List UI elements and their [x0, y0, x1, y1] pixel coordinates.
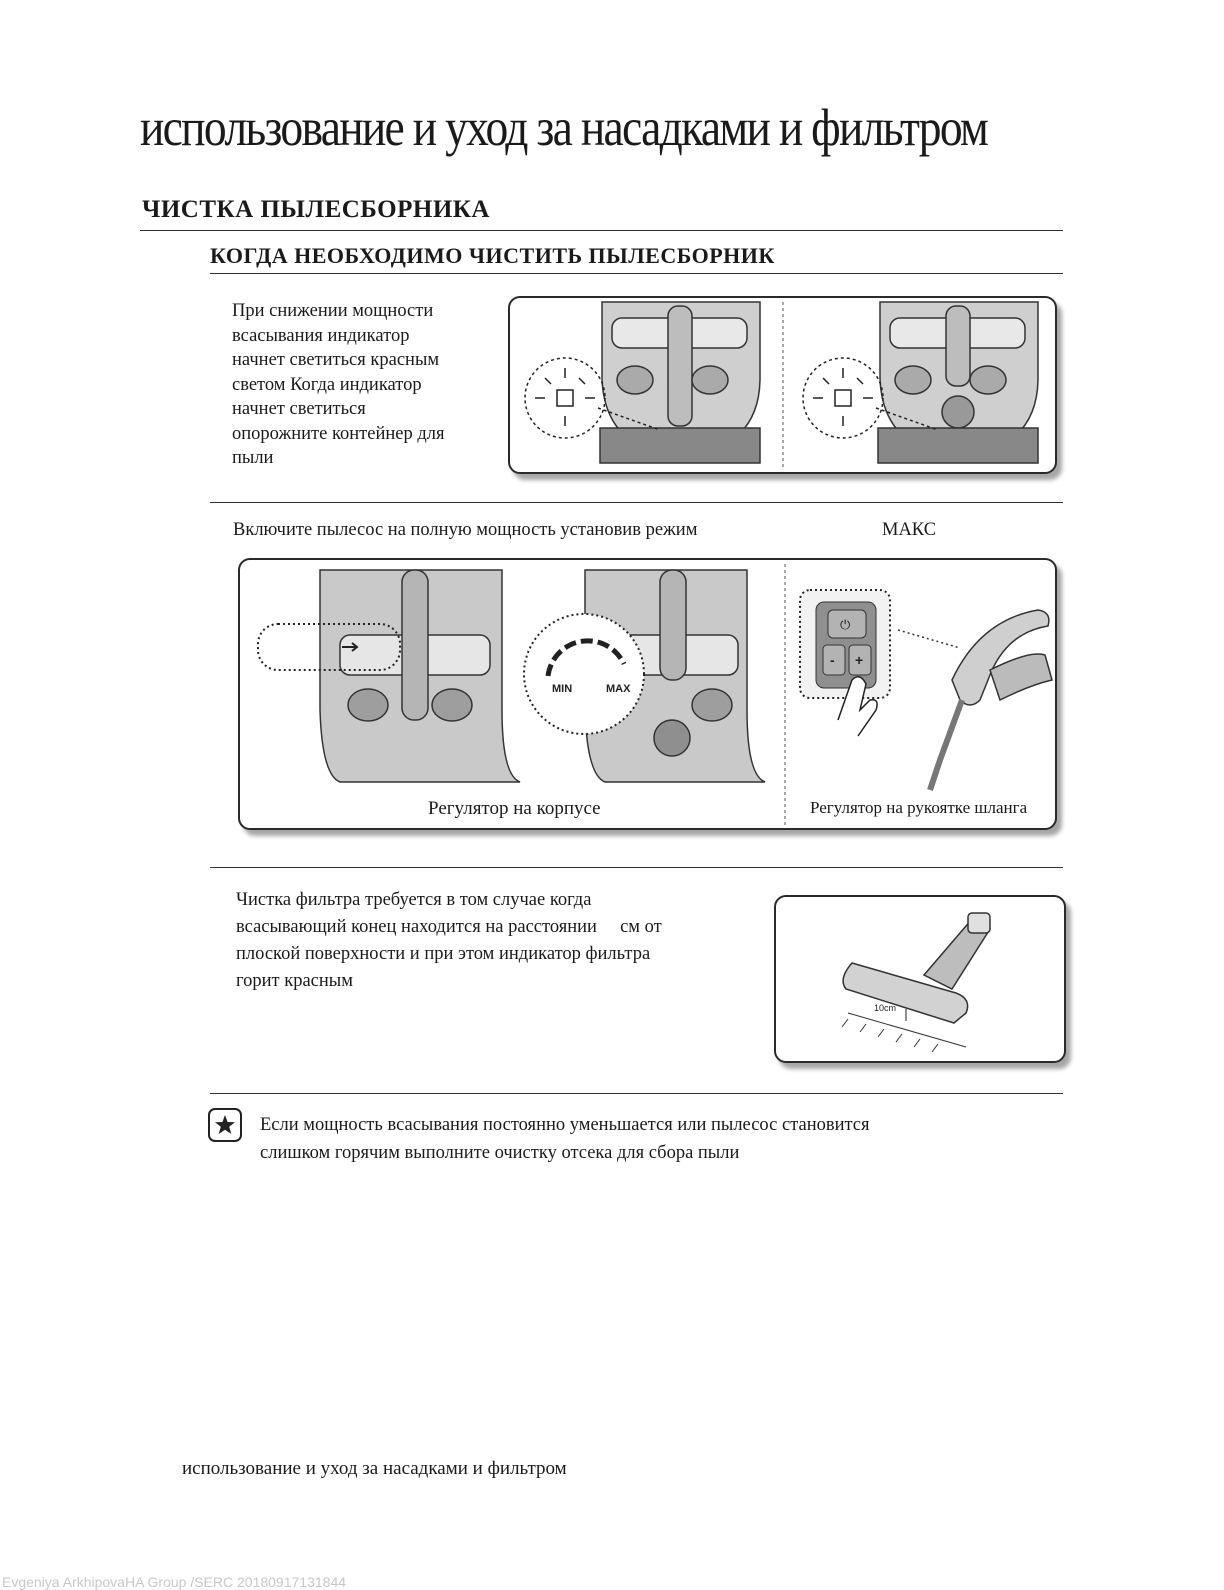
step3-text [236, 887, 766, 995]
distance-label: 10cm [874, 1003, 897, 1013]
section-rule [140, 230, 1063, 231]
step1-line: опорожните контейнер для [232, 423, 445, 444]
nozzle-distance-panel [774, 895, 1066, 1063]
step-divider [210, 502, 1063, 503]
minus-icon: - [830, 652, 835, 668]
power-icon: ⏻ [840, 617, 851, 632]
note-line: слишком горячим выполните очистку отсека для сбора пыли [260, 1143, 740, 1163]
dial-max-label: MAX [606, 683, 631, 695]
step-divider [210, 867, 1063, 868]
vacuum-indicator-illustration [510, 298, 1055, 472]
step1-line: пыли [232, 448, 274, 468]
step1-text [232, 299, 502, 471]
dial-min-label: MIN [552, 683, 573, 695]
step3-line: плоской поверхности и при этом индикатор фильтра [236, 944, 651, 964]
indicator-illustration-panel [508, 296, 1057, 474]
plus-icon: + [855, 652, 864, 668]
subsection-title: КОГДА НЕОБХОДИМО ЧИСТИТЬ ПЫЛЕСБОРНИК [210, 243, 775, 268]
floor-nozzle-icon [843, 913, 990, 1023]
step-divider [210, 1093, 1063, 1094]
note-star-icon [208, 1108, 242, 1142]
step3-line: Чистка фильтра требуется в том случае когда [236, 890, 592, 910]
power-regulator-panel [238, 558, 1057, 830]
step1-line: светом Когда индикатор [232, 374, 422, 395]
step1-line: начнет светиться [232, 399, 366, 419]
subsection-rule [210, 273, 1063, 274]
step1-line: всасывания индикатор [232, 325, 410, 346]
section-title: ЧИСТКА ПЫЛЕСБОРНИКА [142, 196, 490, 223]
vacuum-body-front-1 [320, 570, 520, 782]
step1-line: начнет светиться красным [232, 350, 440, 370]
page-footer: использование и уход за насадками и фильтром [182, 1458, 567, 1479]
power-regulator-illustration [240, 560, 1055, 828]
hose-handle-icon [898, 610, 1052, 790]
page-title: использование и уход за насадками и фильтром [140, 99, 988, 157]
step3-line: всасывающий конец находится на расстоянии см от [236, 917, 662, 937]
note-line: Если мощность всасывания постоянно уменьшается или пылесос становится [260, 1115, 870, 1135]
max-mode-label: МАКС [882, 520, 937, 540]
note-text [260, 1111, 870, 1167]
step2-text: Включите пылесос на полную мощность установив режим [233, 520, 698, 540]
vacuum-body-right [878, 302, 1038, 463]
vacuum-body-left [600, 302, 760, 463]
document-watermark: Evgeniya ArkhipovaHA Group /SERC 20180917131844 [2, 1574, 347, 1590]
body-regulator-caption: Регулятор на корпусе [428, 798, 601, 819]
step3-line: горит красным [236, 971, 353, 991]
floor-nozzle-illustration [776, 897, 1064, 1061]
handle-control-buttons [800, 590, 890, 736]
power-dial-icon [524, 614, 644, 734]
step1-line: При снижении мощности [232, 301, 434, 321]
handle-regulator-caption: Регулятор на рукоятке шланга [810, 798, 1028, 817]
